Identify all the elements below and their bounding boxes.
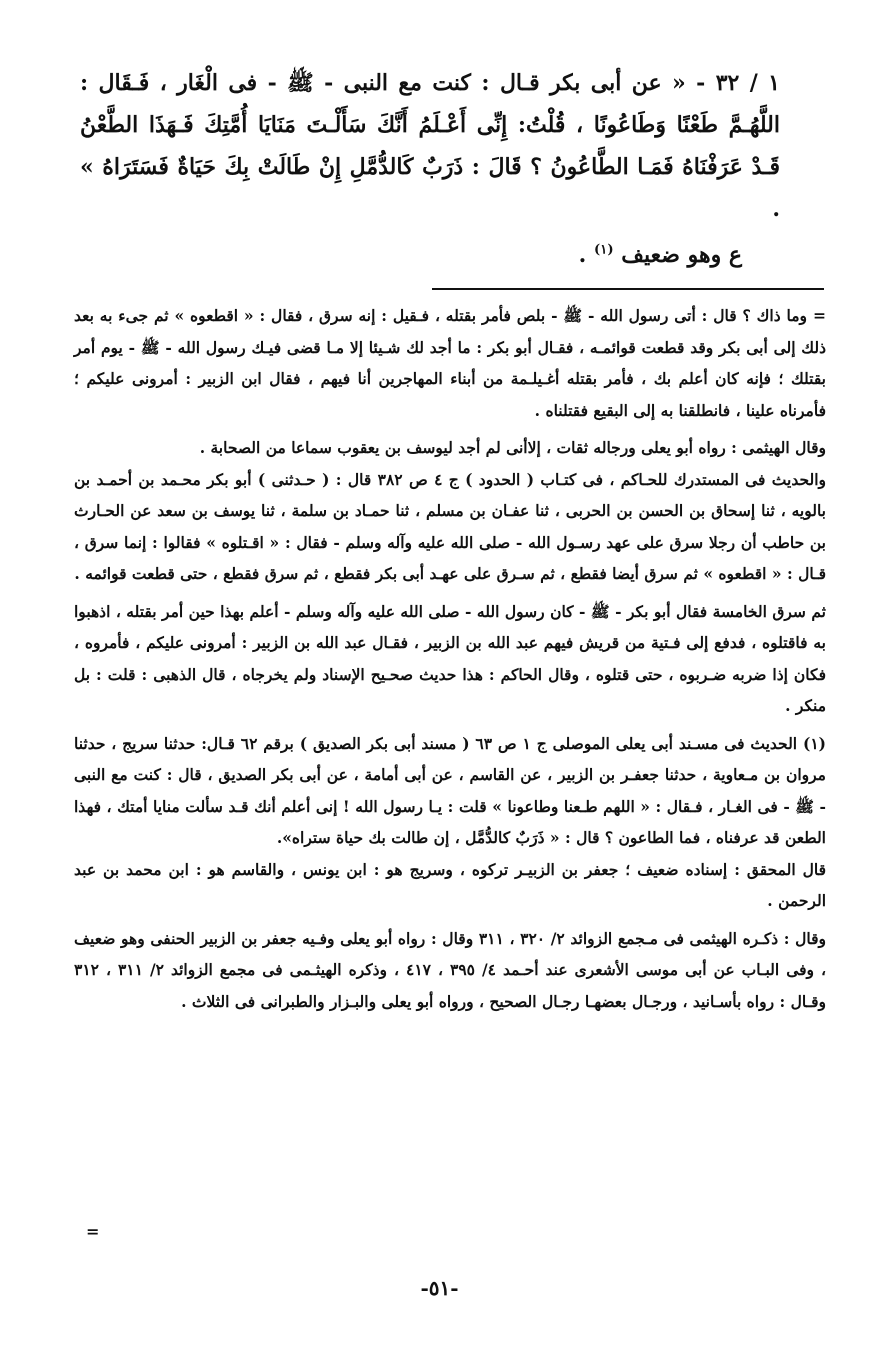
main-hadith-block xyxy=(80,62,780,276)
hadith-grade xyxy=(80,234,780,276)
footnote-paragraph-1 xyxy=(74,300,826,426)
footnote-paragraph-1-text: وما ذاك ؟ قال : أتى رسول الله - ﷺ - بلص فأمر بقتله ، فـقيل : إنه سرق ، فقال : « اقطعوه » ثم جىء به بعد ذلك إلى أبى بكر وقد قطعت قوائمـه ، فقـال أبو بكر : ما أجد لك شـيئا إلا مـا قضى فيـك رسول الله - ﷺ - يوم أمر بقتلك ؛ فإنه كان أعلم بك ، فأمر بقتله أغـيلـمة من أبناء المهاجرين أنا فيهم ، فقال ابن الزبير : أمرونى عليكم ؛ فأمرناه علينا ، فانطلقنا به إلى البقيع فقتلناه . xyxy=(74,306,826,420)
end-continuation-mark: = xyxy=(86,1222,100,1241)
grade-text: ع وهو ضعيف xyxy=(621,242,742,268)
footnote-paragraph-6: قال المحقق : إسناده ضعيف ؛ جعفر بن الزبيـر تركوه ، وسريج هو : ابن يونس ، والقاسم هو : ابن محمد بن عبد الرحمن . xyxy=(74,859,826,910)
footnote-paragraph-5: (١) الحديث فى مسـند أبى يعلى الموصلى ج ١ ص ٦٣ ( مسند أبى بكر الصديق ) برقم ٦٢ قـال: حدثنا سريج ، حدثنا مروان بن مـعاوية ، حدثنا جعفـر بن الزبير ، عن القاسم ، عن أبى أمامة ، عن أبى بكر الصديق ، قال : كنت مع النبى - ﷺ - فى الغـار ، فـقال : « اللهم طـعنا وطاعونا » قلت : يـا رسول الله ! إنى أعلم أنك قـد سألت منايا أمتك ، فهذا الطعن قد عرفناه ، فما الطاعون ؟ قال : « ذَرَبٌ كالدُّمَّل ، إن طالت بك حياة ستراه». xyxy=(74,733,826,847)
footnote-paragraph-7: وقال : ذكـره الهيثمى فى مـجمع الزوائد ٢/ ٣٢٠ ، ٣١١ وقال : رواه أبو يعلى وفـيه جعفر بن الزبير الحنفى وهو ضعيف ، وفى البـاب عن أبى موسى الأشعرى عند أحـمد ٤/ ٣٩٥ ، ٤١٧ ، وذكره الهيثـمى فى مجمع الزوائد ٢/ ٣١١ ، ٣١٢ وقـال : رواه بأسـانيد ، ورجـال بعضهـا رجـال الصحيح ، ورواه أبو يعلى والبـزار والطبرانى فى الثلاث . xyxy=(74,928,827,1011)
continuation-mark: = xyxy=(813,306,826,325)
footnote-paragraph-4: ثم سرق الخامسة فقال أبو بكر - ﷺ - كان رسول الله - صلى الله عليه وآله وسلم - أعلم بهذا حين أمر بقتله ، اذهبوا به فاقتلوه ، فدفع إلى فـتية من قريش فيهم عبد الله بن الزبير ، فقـال عبد الله بن الزبير : أمرونى عليكم ، فأمروه ، فكان إذا ضربه ضـربوه ، حتى قتلوه ، وقال الحاكم : هذا حديث صحـيح الإسناد ولم يخرجاه ، قال الذهبى : قلت : بل منكر . xyxy=(74,601,826,715)
footnote-ref: (١) xyxy=(593,242,614,258)
grade-end: . xyxy=(578,242,594,268)
page-number: -٥١- xyxy=(420,1276,459,1300)
hadith-text: ١ / ٣٢ - « عن أبى بكر قـال : كنت مع النبى - ﷺ - فى الْغَار ، فَـقَال : اللَّهُـمَّ طَعْنًا وَطَاعُونًا ، قُلْتُ: إِنِّى أَعْـلَمُ أَنَّكَ سَأَلْـتَ مَنَايَا أُمَّتِكَ فَـهَذَا الطَّعْنُ قَـدْ عَرَفْنَاهُ فَمَـا الطَّاعُونُ ؟ قَالَ : ذَرَبٌ كَالدُّمَّلِ إِنْ طَالَتْ بِكَ حَيَاةٌ فَسَتَرَاهُ » . xyxy=(80,70,780,222)
footnote-paragraph-2: وقال الهيثمى : رواه أبو يعلى ورجاله ثقات ، إلاأنى لم أجد ليوسف بن يعقوب سماعا من الصحابة . xyxy=(199,438,826,457)
footnotes-block xyxy=(74,300,826,1023)
footnote-paragraph-3: والحديث فى المستدرك للحـاكم ، فى كتـاب ( الحدود ) ج ٤ ص ٣٨٢ قال : ( حـدثنى ) أبو بكر محـمد بن أحمـد بن بالويه ، ثنا إسحاق بن الحسن بن الحربى ، ثنا عفـان بن مسلم ، ثنا حمـاد بن سلمة ، ثنا يوسف بن سعد عن الحـارث بن حاطب أن رجلا سرق على عهد رسـول الله - صلى الله عليه وآله وسلم - فقال : « اقـتلوه » فقالوا : إنما سرق ، قـال : « اقطعوه » ثم سرق أيضا فقطع ، ثم سـرق على عهـد أبى بكر فقطع ، ثم سرق فقطع ، حتى قطعت قوائمه . xyxy=(74,469,826,583)
footnote-separator xyxy=(432,288,824,290)
